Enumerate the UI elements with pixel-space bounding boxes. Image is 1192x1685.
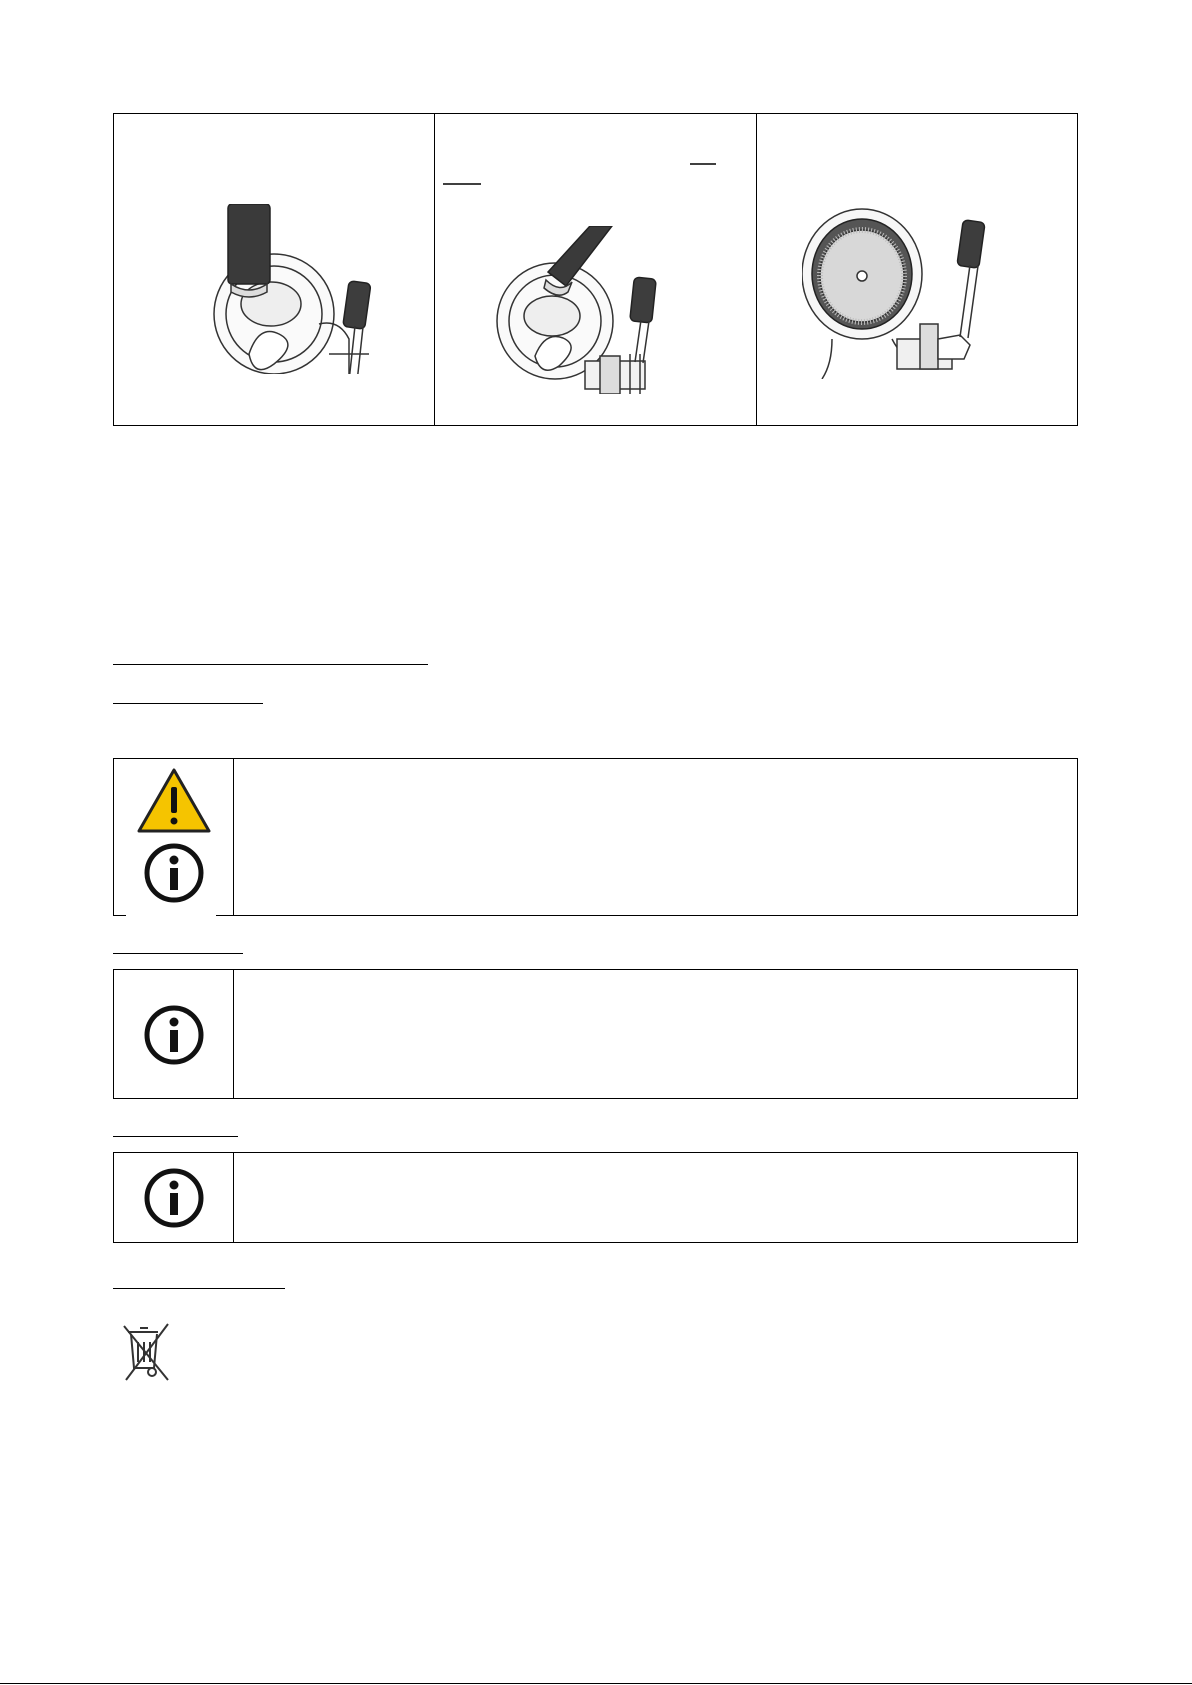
heading-rule-2 xyxy=(113,703,263,704)
crossed-out-bin-icon xyxy=(118,1318,176,1386)
illustration-cell-sieve xyxy=(757,114,1077,425)
heading-rule-4 xyxy=(113,1136,238,1137)
info-notice-2 xyxy=(113,1152,1078,1243)
illustration-cell-mounting xyxy=(435,114,756,425)
notice-icon-column xyxy=(114,970,234,1098)
tamper-in-group-head-icon xyxy=(179,204,379,379)
heading-rule-3 xyxy=(113,953,243,954)
page-bottom-rule xyxy=(0,1683,1192,1684)
notice-icon-column xyxy=(114,759,234,915)
info-icon xyxy=(142,1003,206,1067)
notice-icon-column xyxy=(114,1153,234,1242)
info-icon xyxy=(142,1166,206,1230)
info-icon xyxy=(142,841,206,905)
tamper-on-valve-icon xyxy=(480,226,690,406)
underline-fragment xyxy=(435,114,735,194)
heading-rule-5 xyxy=(113,1288,285,1289)
info-notice-1 xyxy=(113,969,1078,1099)
warning-icon xyxy=(136,767,212,835)
group-head-sieve-icon xyxy=(802,199,1022,379)
heading-rule-1 xyxy=(113,664,428,665)
illustration-table xyxy=(113,113,1078,426)
icon-notch xyxy=(126,911,216,917)
warning-notice xyxy=(113,758,1078,916)
illustration-cell-tamping xyxy=(114,114,435,425)
